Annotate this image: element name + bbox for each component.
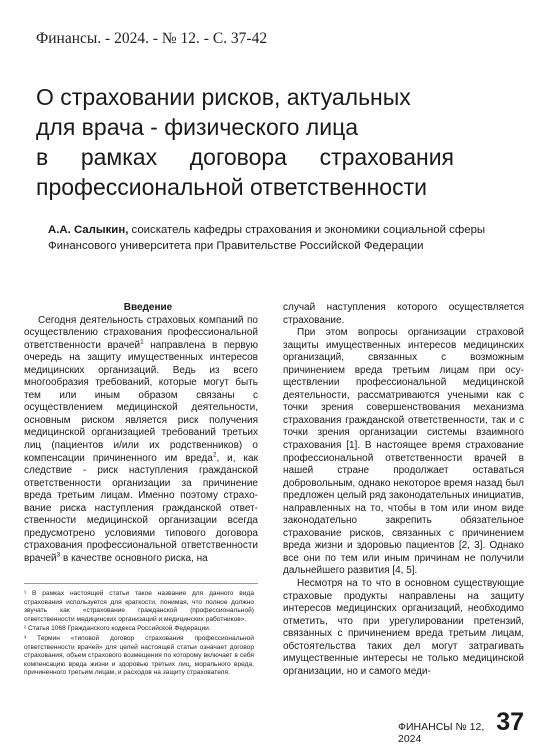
section-heading: Введение [123, 302, 173, 313]
title-word: договора [189, 144, 287, 170]
footnote-divider [24, 583, 258, 584]
continued-paragraph: случай наступления которого осуществляется страхование. [283, 302, 524, 326]
paragraph-text: в качестве основного риска, на [60, 552, 208, 564]
right-column [283, 302, 524, 678]
title-word: рамках [80, 144, 158, 170]
footnote-3: ³ Термин «типовой договор страхования профессиональной ответственности врачей» для целей настоящей статьи означает договор страхования, объем страхового возмещения по которому включает в себя компенсацию вреда жизни и здоровью третьих лиц, морального вреда, причиненного третьим лицам, и расходов на защиту страхователя. [24, 634, 254, 677]
paragraph: При этом вопросы организации страховой защиты имущественных интересов медицинских организаций, связанных с возможным причинением вреда третьим лицам при осуществлении профессиональной медицинской деятельности, рассматриваются учеными как с точки зрения совершенствования механизма страхования гражданской ответственности, так и с точки зрения организации системы взаимного страхования [1]. В настоящее время страхование профессиональной ответственности врачей в нашей стране продолжает оставаться добровольным, однако некоторое время назад был предложен целый ряд законодательных инициатив, направленных на то, чтобы в том или ином виде законодательно закрепить обязательное страхование рисков, связанных с причинением вреда жизни и здоровью пациентов [2, 3]. Однако все они по тем или иным причинам не получили дальнейшего развития [4, 5]. [283, 327, 524, 577]
author-block [48, 222, 518, 254]
title-line-1: О страховании рисков, актуальных [36, 84, 411, 110]
title-word: страхования [319, 144, 454, 170]
paragraph: Несмотря на то что в основном существующие страховые продукты направлены на защиту интересов медицинских организаций, необходимо отметить, что при урегулировании претензий, связанных с причинением вреда третьим лицам, обстоятельства таких дел могут затрагивать имущественные интересы не только медицинской организации, но и самого меди- [283, 578, 524, 677]
page-footer [398, 708, 524, 745]
citation-line: Финансы. - 2024. - № 12. - С. 37-42 [36, 30, 268, 47]
footnotes [24, 590, 254, 679]
left-column [24, 302, 258, 565]
footnote-ref-3[interactable]: 3 [56, 551, 61, 559]
title-line-3 [36, 142, 454, 172]
page-number: 37 [496, 708, 524, 736]
author-affiliation: соискатель кафедры страхования и экономики социальной сферы Финансового университета при Правительстве Российской Федерации [48, 224, 486, 252]
title-line-4: профессиональной ответственности [36, 174, 427, 200]
journal-issue: ФИНАНСЫ № 12, 2024 [398, 721, 485, 745]
paragraph-text: Сегодня деятельность страховых компаний по осуществлению страхования профессиональной ответственности врачей [24, 314, 258, 351]
author-name: А.А. Салыкин, [48, 224, 129, 236]
footnote-1: ¹ В рамках настоящей статьи такое название для данного вида страхования используется для краткости, понимая, что полное должно звучать как «страхование гражданской (профессиональной) ответственности медицинских организаций и медицинских работников». [24, 590, 254, 623]
title-word: в [36, 144, 49, 170]
footnote-2: ² Статья 1068 Гражданского кодекса Российской Федерации. [24, 625, 211, 633]
footnote-ref-1[interactable]: 1 [140, 338, 144, 346]
article-title [36, 82, 516, 202]
title-line-2: для врача - физического лица [36, 114, 359, 140]
paragraph-text: направлена в первую очередь на защиту имущественных интересов медицинских организаций. Ведь из всего многообразия требований, которые могут быть тем или иным образом связаны с осуществлением медицинской деятельности, основным риском является риск получения медицинской организацией требований третьих лиц (пациентов и/или их родственников) о компенсации причиненного им вреда [24, 339, 258, 464]
footnote-ref-2[interactable]: 2 [212, 451, 217, 459]
paragraph-text: , и, как следствие - риск наступления гражданской ответственности организации за причинение вреда третьим лицам. Именно поэтому страхование риска наступления гражданской ответственности медицинской организации всегда предусмотрено условиями типового договора страхования профессиональной ответственности врачей [24, 452, 258, 564]
intro-paragraph [24, 315, 258, 566]
